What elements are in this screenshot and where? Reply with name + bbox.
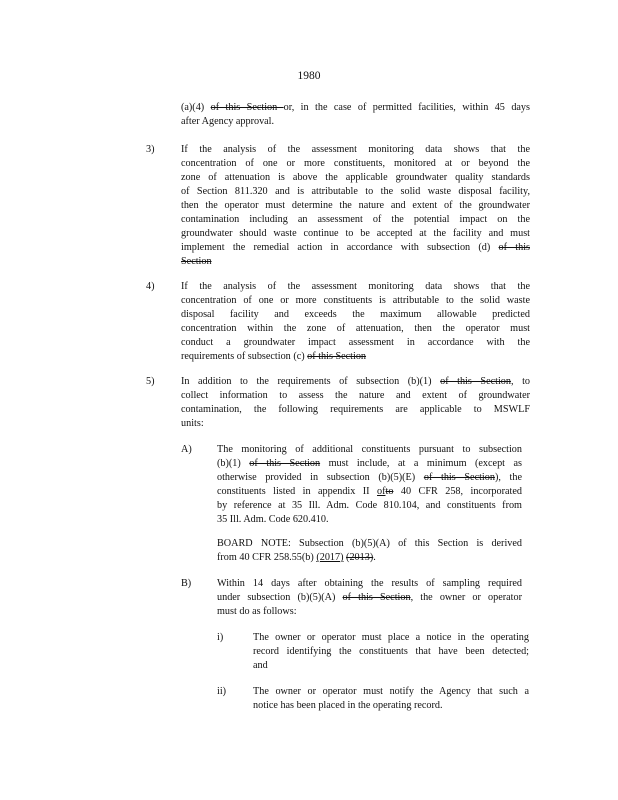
text-line: constituents listed in appendix II ofto 40 CFR 258, incorporated bbox=[217, 486, 522, 497]
text-line: The owner or operator must notify the Agency that such a bbox=[253, 686, 529, 697]
inserted-text: of bbox=[377, 486, 386, 497]
deleted-text: of this Section bbox=[342, 592, 411, 603]
deleted-text: of this Section bbox=[423, 472, 495, 483]
deleted-text: of this Section bbox=[440, 376, 511, 387]
deleted-text: of this Section bbox=[249, 458, 321, 469]
deleted-text: of this bbox=[498, 242, 530, 253]
text-line: (a)(4) of this Section or, in the case of permitted facilities, within 45 days bbox=[181, 102, 530, 113]
item-b-ii-marker: ii) bbox=[217, 686, 227, 697]
text-line: after Agency approval. bbox=[181, 116, 275, 127]
inserted-text: (2017) bbox=[316, 552, 344, 563]
text-line: otherwise provided in subsection (b)(5)(E) of this Section), the bbox=[217, 472, 522, 483]
deleted-text: to bbox=[385, 486, 394, 497]
text-line: contamination including an assessment of the potential impact on the bbox=[181, 214, 530, 225]
item-b-ii-text bbox=[253, 685, 529, 713]
text-line: and bbox=[253, 660, 268, 671]
deleted-text: of this Section bbox=[307, 351, 367, 362]
deleted-text: of this Section bbox=[210, 102, 284, 113]
text-line bbox=[181, 255, 530, 269]
item-3-marker: 3) bbox=[146, 144, 155, 155]
text-line: under subsection (b)(5)(A) of this Section, the owner or operator bbox=[217, 592, 522, 603]
text-line: In addition to the requirements of subsection (b)(1) of this Section, to bbox=[181, 376, 530, 387]
text-line: 35 Ill. Adm. Code 620.410. bbox=[217, 514, 329, 525]
text-line: from 40 CFR 258.55(b) (2017) (2013). bbox=[217, 552, 376, 563]
text-line: contamination, the following requirements are applicable to MSWLF bbox=[181, 404, 530, 415]
text-line: The owner or operator must place a notice in the operating bbox=[253, 632, 529, 643]
board-note bbox=[217, 537, 522, 565]
item-3-text bbox=[181, 143, 530, 269]
item-a-text bbox=[217, 443, 522, 527]
text-line: conduct a groundwater impact assessment in accordance with the bbox=[181, 337, 530, 348]
text-line: If the analysis of the assessment monitoring data shows that the bbox=[181, 144, 530, 155]
text-line: then the operator must determine the nature and extent of the groundwater bbox=[181, 200, 530, 211]
item-b-i-marker: i) bbox=[217, 632, 224, 643]
text-line: implement the remedial action in accordance with subsection (d) of this bbox=[181, 242, 530, 253]
item-a-marker: A) bbox=[181, 444, 192, 455]
item-b-i-text bbox=[253, 631, 529, 673]
text-line: The monitoring of additional constituents pursuant to subsection bbox=[217, 444, 522, 455]
intro-paragraph bbox=[181, 101, 530, 129]
item-4-text bbox=[181, 280, 530, 364]
text-line: (b)(1) of this Section must include, at a minimum (except as bbox=[217, 458, 522, 469]
text-line: concentration of one or more constituents is attributable to the solid waste bbox=[181, 295, 530, 306]
page-number: 1980 bbox=[297, 70, 321, 82]
text-line: BOARD NOTE: Subsection (b)(5)(A) of this Section is derived bbox=[217, 538, 522, 549]
text-line: concentration within the zone of attenuation, then the operator must bbox=[181, 323, 530, 334]
text-line: units: bbox=[181, 418, 204, 429]
text-line: of Section 811.320 and is attributable to the solid waste disposal facility, bbox=[181, 186, 530, 197]
text-line: concentration of one or more constituents, monitored at or beyond the bbox=[181, 158, 530, 169]
text-line: notice has been placed in the operating record. bbox=[253, 700, 443, 711]
text-line: by reference at 35 Ill. Adm. Code 810.104, and constituents from bbox=[217, 500, 522, 511]
text-line: zone of attenuation is above the applicable groundwater quality standards bbox=[181, 172, 530, 183]
text-line: If the analysis of the assessment monitoring data shows that the bbox=[181, 281, 530, 292]
text-line: groundwater should waste continue to be accepted at the facility and must bbox=[181, 228, 530, 239]
item-b-marker: B) bbox=[181, 578, 192, 589]
item-4-marker: 4) bbox=[146, 281, 155, 292]
text-line: Within 14 days after obtaining the results of sampling required bbox=[217, 578, 522, 589]
text-line: must do as follows: bbox=[217, 606, 297, 617]
item-5-text bbox=[181, 375, 530, 431]
item-5-marker: 5) bbox=[146, 376, 155, 387]
item-b-text bbox=[217, 577, 522, 619]
text-line: record identifying the constituents that have been detected; bbox=[253, 646, 529, 657]
text-line: collect information to assess the nature and extent of groundwater bbox=[181, 390, 530, 401]
deleted-text: Section bbox=[181, 256, 212, 267]
deleted-text: (2013) bbox=[346, 552, 374, 563]
text-line: disposal facility and exceeds the maximum allowable predicted bbox=[181, 309, 530, 320]
text-line: requirements of subsection (c) of this Section bbox=[181, 351, 367, 362]
